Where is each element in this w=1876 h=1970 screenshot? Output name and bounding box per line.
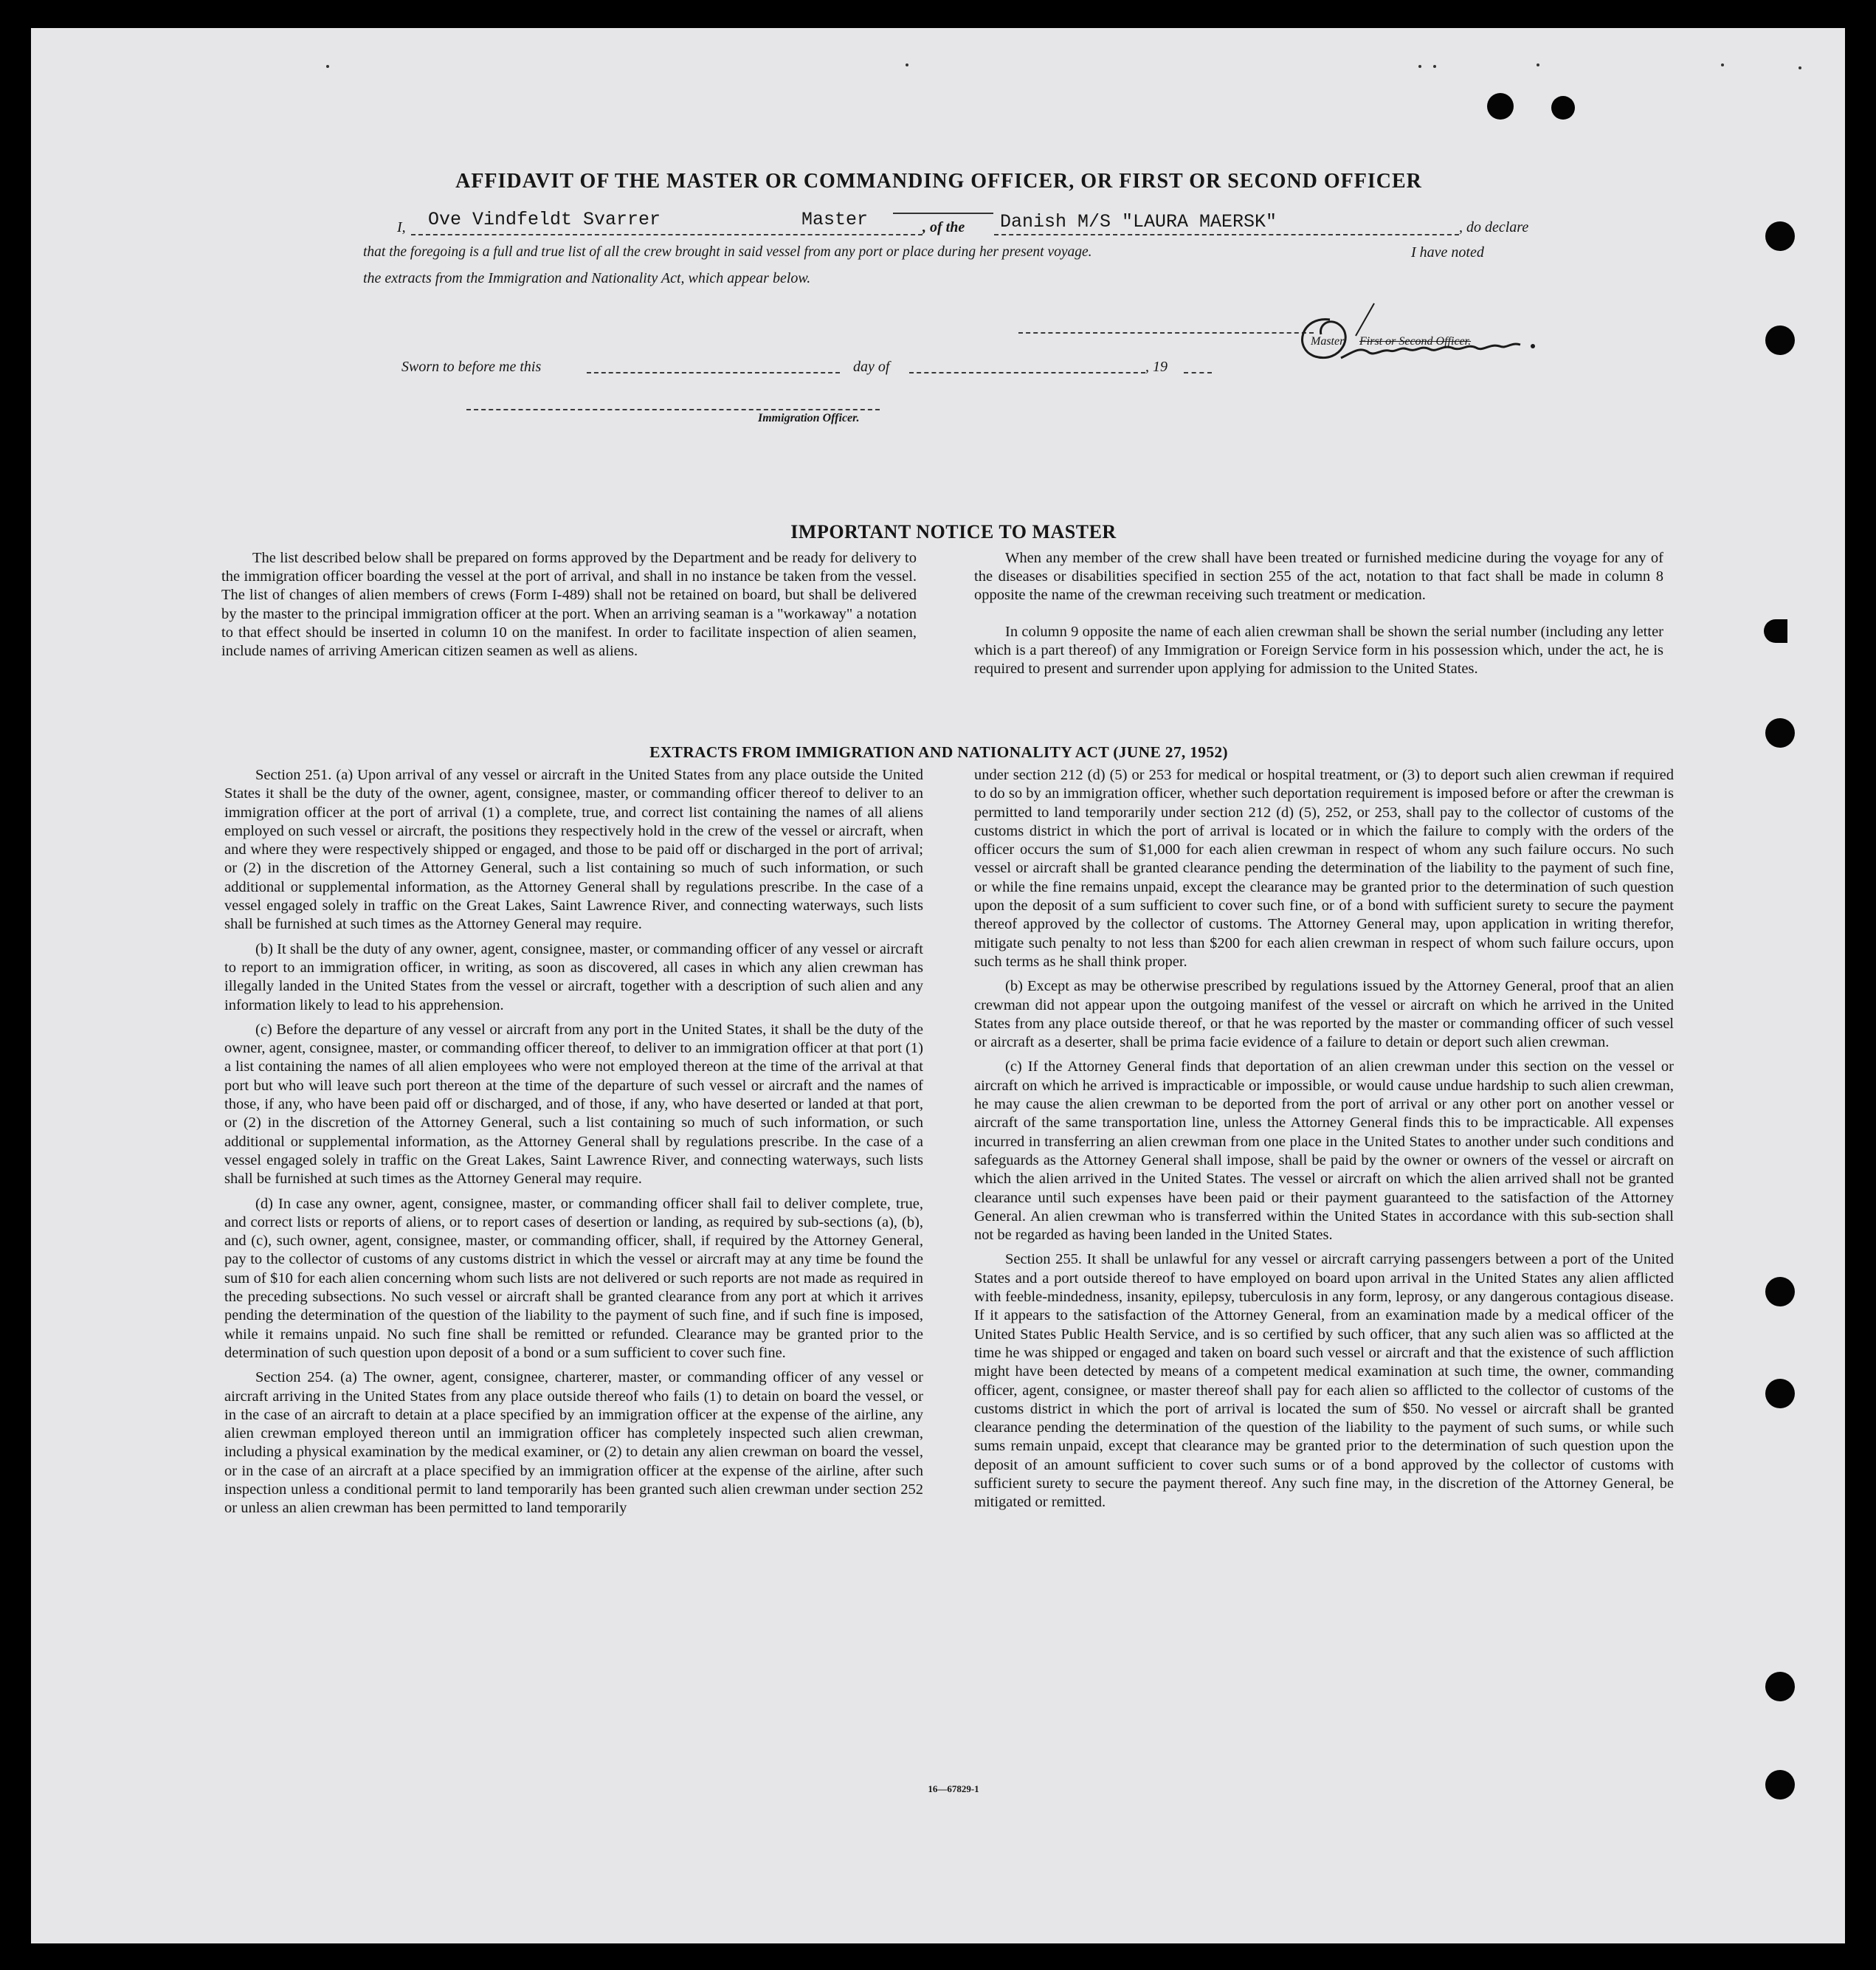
sworn-day-line [587, 372, 840, 373]
punch-hole [1765, 718, 1795, 748]
officer-position: Master [801, 209, 869, 230]
declaration-line-2: that the foregoing is a full and true list of all the crew brought in said vessel from any port or place during her present voyage. [363, 244, 1092, 260]
extracts-title: EXTRACTS FROM IMMIGRATION AND NATIONALITY ACT (JUNE 27, 1952) [649, 743, 1228, 761]
do-declare-label: , do declare [1459, 219, 1529, 235]
extracts-right-column [974, 766, 1674, 1518]
extract-section-251-c: (c) Before the departure of any vessel or aircraft from any port in the United States, it shall be the duty of the owner, agent, consignee, master, or commanding officer thereof, to deliver to an immigration officer at that port (1) a list containing the names of all alien employees who were not employed thereon at the time of the arrival at that port but who will leave such port thereon at the time of the departure of such vessel or aircraft and the names of those, if any, who have been paid off or discharged, and of those, if any, who have deserted or landed at that port, or (2) in the discretion of the Attorney General, such a list containing so much of such information, or such additional or supplemental information, as the Attorney General shall by regulations prescribe. In the case of a vessel engaged solely in traffic on the Great Lakes, Saint Lawrence River, and connecting waterways, such lists shall be furnished at such times as the Attorney General may require. [224, 1021, 923, 1188]
punch-hole [1765, 1277, 1795, 1306]
sworn-month-line [909, 372, 1145, 373]
signature-caption-struck: First or Second Officer. [1359, 335, 1472, 348]
extract-section-254-a-continued: under section 212 (d) (5) or 253 for medical or hospital treatment, or (3) to deport such alien crewman if required to do so by an immigration officer, whether such deportation requirement is imposed before or after the crewman is permitted to land temporarily under section 212 (d) (5), 252, or 253, shall pay to the collector of customs of the customs district in which the port of arrival is located or in which the failure to comply with the orders of the officer occurs the sum of $1,000 for each alien crewman in respect of whom any such failure occurs. No such vessel or aircraft shall be granted clearance pending the determination of the liability to the payment of such fine, or while the fine remains unpaid, except the clearance may be granted prior to the determination of such question upon the deposit of a sum sufficient to cover such fine, or of a bond with sufficient surety to secure the payment thereof approved by the collector of customs. The Attorney General may, upon application in writing therefor, mitigate such penalty to not less than $200 for each alien crewman in respect of whom such failure occurs, upon such terms as he shall think proper. [974, 767, 1674, 970]
of-the-label: , of the [923, 219, 965, 235]
extract-section-251-d: (d) In case any owner, agent, consignee, master, or commanding officer shall fail to deliver complete, true, and correct lists or reports of aliens, or to report cases of desertion or landing, as required by sub-sections (a), (b), and (c), such owner, agent, consignee, master, or commanding officer, shall, if required by the Attorney General, pay to the collector of customs of any customs district in which the vessel or aircraft may at any time be found the sum of $10 for each alien concerning whom such lists are not delivered or such reports are not made as required in the preceding subsections. No such vessel or aircraft shall be granted clearance from any port at which it arrives pending the determination of the question of the liability to the payment of such fine, and if such fine is imposed, while it remains unpaid. No such fine shall be remitted or refunded. Clearance may be granted prior to the determination of such question upon deposit of a bond or a sum sufficient to cover such fine. [224, 1195, 923, 1361]
declaration-line-3: the extracts from the Immigration and Nationality Act, which appear below. [363, 270, 811, 286]
officer-name: Ove Vindfeldt Svarrer [428, 209, 661, 230]
day-of-label: day of [853, 359, 890, 375]
punch-hole [1765, 1672, 1795, 1701]
title-rule [893, 213, 993, 214]
i-label: I, [397, 219, 406, 235]
signature-caption-master: Master, [1311, 335, 1346, 348]
notice-right-paragraph-1: When any member of the crew shall have been treated or furnished medicine during the voyage for any of the diseases or disabilities specified in section 255 of the act, notation to that fact shall be made in column 8 opposite the name of the crewman receiving such treatment or medication. [974, 550, 1663, 604]
sworn-label: Sworn to before me this [401, 359, 542, 375]
paper-speck [906, 63, 908, 66]
paper-speck [1721, 63, 1724, 66]
signature-line [1018, 332, 1314, 334]
paper-speck [1433, 65, 1436, 68]
affidavit-title: AFFIDAVIT OF THE MASTER OR COMMANDING OFFICER, OR FIRST OR SECOND OFFICER [455, 170, 1422, 193]
year-label: , 19 [1145, 359, 1168, 375]
immigration-officer-caption: Immigration Officer. [758, 412, 860, 424]
immigration-officer-line [466, 409, 880, 410]
extract-section-254-c: (c) If the Attorney General finds that deportation of an alien crewman under this section on the vessel or aircraft on which he arrived is impracticable or impossible, or would cause undue hardship to such alien crewman, he may cause the alien crewman to be deported from the port of arrival or any other port on another vessel or aircraft of the same transportation line, unless the Attorney General finds this to be impracticable. All expenses incurred in transferring an alien crewman from one place in the United States to another under such conditions and safeguards as the Attorney General shall impose, shall be paid by the owner or owners of the vessel or aircraft on which the alien arrived in the United States. The vessel or aircraft on which the alien arrived shall not be granted clearance until such expenses have been paid or their payment guaranteed to the satisfaction of the Attorney General. An alien crewman who is transferred within the United States in accordance with this sub-section shall not be regarded as having been landed in the United States. [974, 1058, 1674, 1244]
paper-speck [1537, 63, 1539, 66]
paper-speck [1799, 66, 1801, 69]
punch-hole [1765, 221, 1795, 251]
form-code: 16—67829-1 [928, 1783, 979, 1794]
extract-section-251-a: Section 251. (a) Upon arrival of any vessel or aircraft in the United States from any place outside the United States it shall be the duty of the owner, agent, consignee, master, or commanding officer thereof to deliver to an immigration officer at the port of arrival (1) a complete, true, and correct list containing the names of all aliens employed on such vessel or aircraft, the positions they respectively hold in the crew of the vessel or aircraft, when and where they were respectively shipped or engaged, and those to be paid off or discharged in the port of arrival; or (2) in the discretion of the Attorney General, such a list containing so much of such information, or such additional or supplemental information, as the Attorney General shall by regulations prescribe. In the case of a vessel engaged solely in traffic on the Great Lakes, Saint Lawrence River, and connecting waterways, such lists shall be furnished at such times as the Attorney General may require. [224, 767, 923, 933]
vessel-line [994, 234, 1459, 235]
notice-right-paragraph-2: In column 9 opposite the name of each alien crewman shall be shown the serial number (including any letter which is a part thereof) of any Immigration or Foreign Service form in his possession which, under the act, he is required to present and surrender upon applying for admission to the United States. [974, 624, 1663, 678]
declaration-line-2-tail: I have noted [1411, 244, 1484, 261]
punch-hole [1765, 1379, 1795, 1408]
extract-section-251-b: (b) It shall be the duty of any owner, agent, consignee, master, or commanding officer of any vessel or aircraft to report to an immigration officer, in writing, as soon as discovered, all cases in which any alien crewman has illegally landed in the United States from the vessel or aircraft, together with a description of such alien and any information likely to lead to his apprehension. [224, 940, 923, 1013]
vessel-name: Danish M/S "LAURA MAERSK" [1000, 211, 1277, 233]
notice-title: IMPORTANT NOTICE TO MASTER [790, 521, 1117, 543]
year-line [1184, 372, 1212, 373]
paper-speck [1418, 65, 1421, 68]
notice-left-paragraph: The list described below shall be prepared on forms approved by the Department and be ready for delivery to the immigration officer boarding the vessel at the port of arrival, and shall in no instance be taken from the vessel. The list of changes of alien members of crews (Form I-489) shall not be retained on board, but shall be delivered by the master to the principal immigration officer at the port. When an arriving seaman is a "workaway" a notation to that effect should be inserted in column 10 on the manifest. In order to facilitate inspection of alien seamen, include names of arriving American citizen seamen as well as aliens. [221, 550, 917, 660]
extract-section-254-a: Section 254. (a) The owner, agent, consignee, charterer, master, or commanding officer of any vessel or aircraft arriving in the United States from any place outside thereof who fails (1) to detain on board the vessel, or in the case of an aircraft to detain at a place specified by an immigration officer at the expense of the airline, any alien crewman employed thereon until an immigration officer has completely inspected such alien crewman, including a physical examination by the medical examiner, or (2) to detain any alien crewman on board the vessel, or in the case of an aircraft at a place specified by an immigration officer at the expense of the airline, after such inspection unless a conditional permit to land temporarily has been granted such alien crewman under section 252 or unless an alien crewman has been permitted to land temporarily [224, 1369, 923, 1517]
name-line [411, 234, 923, 235]
punch-hole [1487, 93, 1514, 120]
paper-speck [326, 65, 329, 68]
extracts-left-column [224, 766, 923, 1524]
extract-section-254-b: (b) Except as may be otherwise prescribed by regulations issued by the Attorney General, proof that an alien crewman did not appear upon the outgoing manifest of the vessel or aircraft on which he arrived in the United States from any place outside thereof, or that he was reported by the master or commanding officer of such vessel or aircraft as a deserter, shall be prima facie evidence of a failure to detain or deport such alien crewman. [974, 978, 1674, 1051]
punch-hole [1764, 619, 1787, 643]
punch-hole [1551, 96, 1575, 120]
punch-hole [1765, 326, 1795, 355]
extract-section-255: Section 255. It shall be unlawful for any vessel or aircraft carrying passengers between a port of the United States and a port outside thereof to have employed on board upon arrival in the United States any alien afflicted with feeble-mindedness, insanity, epilepsy, tuberculosis in any form, leprosy, or any dangerous contagious disease. If it appears to the satisfaction of the Attorney General, from an examination made by a medical officer of the United States Public Health Service, and is so certified by such officer, that any such alien was so afflicted at the time he was shipped or engaged and taken on board such vessel or aircraft and that the existence of such affliction might have been detected by means of a competent medical examination at such time, the owner, commanding officer, agent, consignee, or master thereof shall pay for each alien so afflicted to the collector of customs of the customs district in which the port of arrival is located the sum of $50. No vessel or aircraft shall be granted clearance pending the determination of the question of the liability to the payment of such sums, or while such sums remain unpaid, except that clearance may be granted prior to the determination of such question upon the deposit of an amount sufficient to cover such sums or of a bond approved by the collector of customs with sufficient surety to secure the payment thereof. Any such fine may, in the discretion of the Attorney General, be mitigated or remitted. [974, 1251, 1674, 1511]
punch-hole [1765, 1770, 1795, 1799]
document-page [31, 28, 1845, 1943]
